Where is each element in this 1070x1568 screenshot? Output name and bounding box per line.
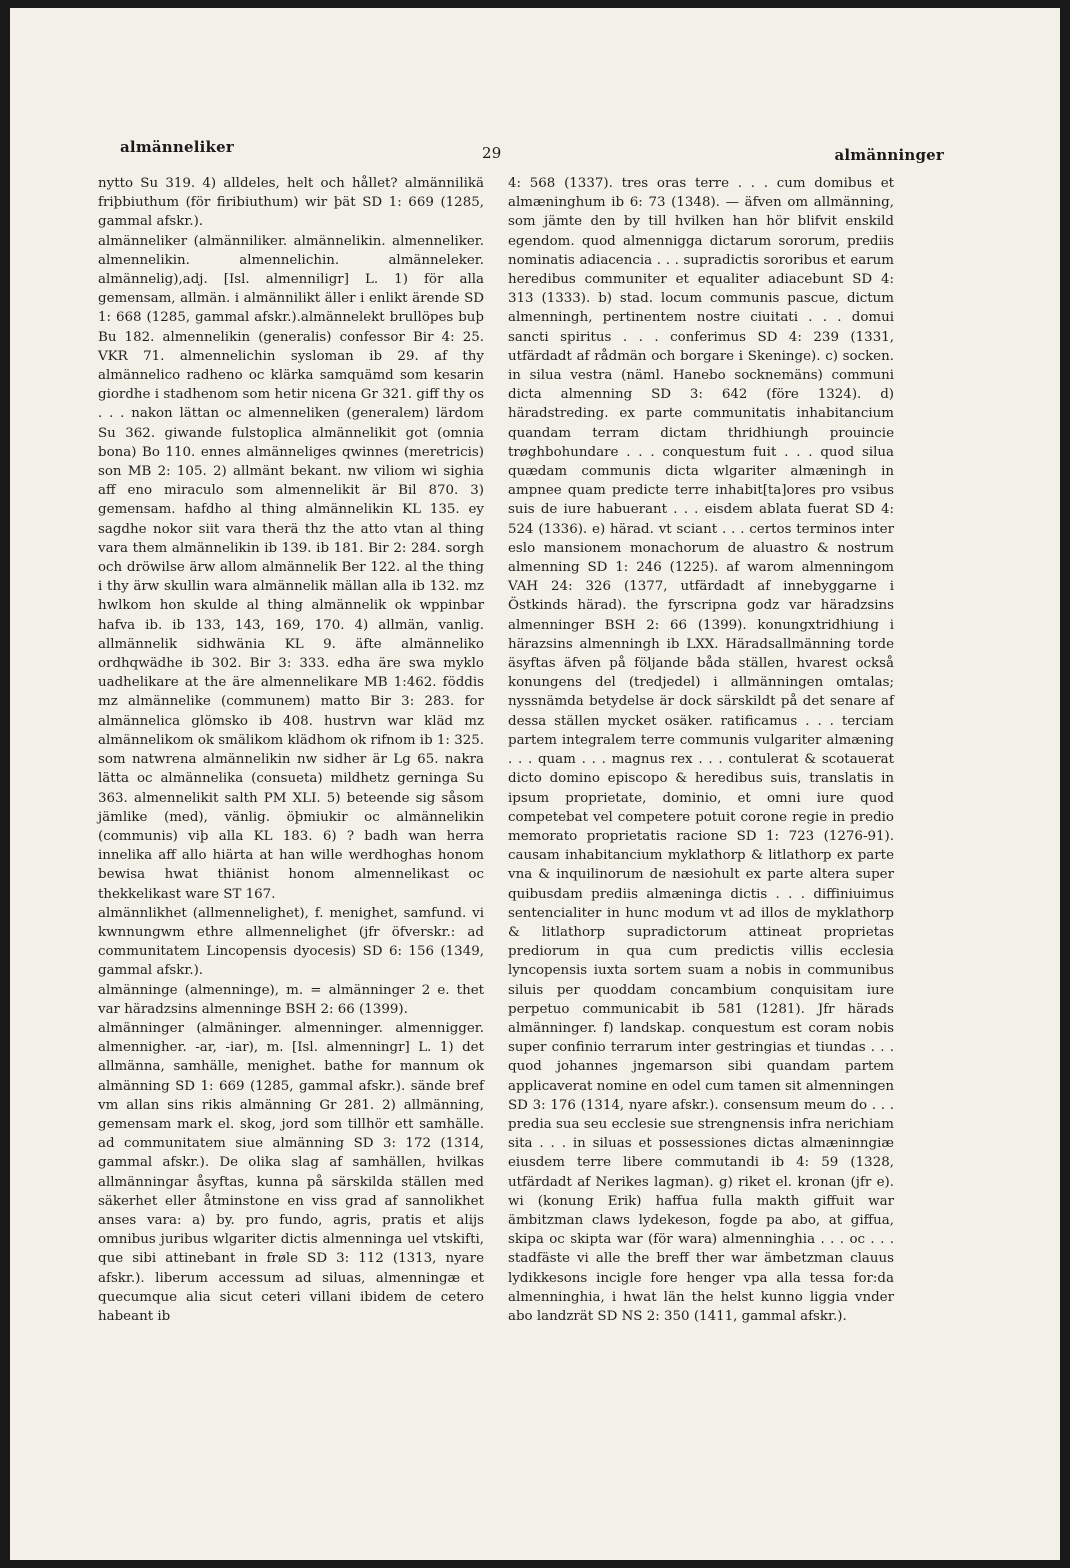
entry-almanneliker: almänneliker (almänniliker. almännelikin. almenneliker. almennelikin. almennelichin. almänneleker. almännelig),adj. [Isl. almenniligr] L. 1) för alla gemensam, allmän. i almännilikt äller i enlikt ärende SD 1: 668 (1285, gammal afskr.).almännelekt brullöpes buþ Bu 182. almennelikin (generalis) confessor Bir 4: 25. VKR 71. almennelichin sysloman ib 29. af thy almännelico radheno oc klärka samquämd som kesarin giordhe i stadhenom som hetir nicena Gr 321. giff thy os . . . nakon lättan oc almenneliken (generalem) lärdom Su 362. giwande fulstoplica almännelikit got (omnia bona) Bo 110. ennes almänneliges qwinnes (meretricis) son MB 2: 105. 2) allmänt bekant. nw viliom wi sighia aff eno miraculo som almennelikit är Bil 870. 3) gemensam. hafdho al thing almännelikin KL 135. ey sagdhe nokor siit vara therä thz the atto vtan al thing vara them almännelikin ib 139. ib 181. Bir 2: 284. sorgh och dröwilse ärw allom almännelik Ber 122. al the thing i thy ärw skullin wara almännelik mällan alla ib 132. mz hwlkom hon skulde al thing almännelik ok wppinbar hafva ib. ib 133, 143, 169, 170. 4) allmän, vanlig. allmännelik sidhwänia KL 9. äfte almänneliko ordhqwädhe ib 302. Bir 3: 333. edha äre swa myklo uadhelikare at the äre almennelikare MB 1:462. föddis mz almännelike (communem) matto Bir 3: 283. for almännelica glömsko ib 408. hustrvn war kläd mz almännelikom ok smälikom klädhom ok rifnom ib 1: 325. som natwrena almännelikin nw sidher är Lg 65. nakra lätta oc almännelika (consueta) mildhetz gerninga Su 363. almennelikit salth PM XLI. 5) beteende sig såsom jämlike (med), vänlig. öþmiukir oc almännelikin (communis) viþ alla KL 183. 6) ? badh wan herra innelika aff allo hiärta at han wille werdhoghas honom bewisa hwat thiänist honom almennelikast oc thekkelikast ware ST 167. bbox=[98, 233, 485, 902]
dictionary-page bbox=[10, 8, 1060, 1560]
header-right-word: almänninger bbox=[834, 146, 944, 164]
entry-almanninger-continued: 4: 568 (1337). tres oras terre . . . cum domibus et almæninghum ib 6: 73 (1348). — äfven om allmänning, som jämte den by till hvilken han hör blifvit enskild egendom. quod almennigga dictarum sororum, prediis nominatis adiacencia . . . supradictis sororibus et earum heredibus communiter et equaliter adiacebunt SD 4: 313 (1333). b) stad. locum communis pascue, dictum almenningh, pertinentem nostre ciuitati . . . domui sancti spiritus . . . conferimus SD 4: 239 (1331, utfärdadt af rådmän och borgare i Skeninge). c) socken. in silua vestra (näml. Hanebo socknemäns) communi dicta almenning SD 3: 642 (före 1324). d) häradstreding. ex parte communitatis inhabitancium quandam terram dictam thridhiungh prouincie trøghbohundare . . . conquestum fuit . . . quod silua quædam communis dicta wlgariter almæningh in ampnee quam predicte terre inhabit[ta]ores pro vsibus suis de iure habuerant . . . eisdem ablata fuerat SD 4: 524 (1336). e) härad. vt sciant . . . certos terminos inter eslo mansionem monachorum de aluastro & nostrum almenning SD 1: 246 (1225). af warom almenningom VAH 24: 326 (1377, utfärdadt af innebyggarne i Östkinds härad). the fyrscripna godz var häradzsins almenninger BSH 2: 66 (1399). konungxtridhiung i härazsins almenningh ib LXX. Häradsallmänning torde äsyftas äfven på följande båda ställen, hvarest också konungens del (tredjedel) i allmänningen omtalas; nyssnämda betydelse är dock särskildt på det senare af dessa ställen mycket osäker. ratificamus . . . terciam partem integralem terre communis vulgariter almæning . . . quam . . . magnus rex . . . contulerat & scotauerat dicto domino episcopo & heredibus suis, translatis in ipsum proprietate, dominio, et omni iure quod competebat vel competere potuit corone regie in predio memorato proprietatis racione SD 1: 723 (1276-91). causam inhabitancium myklathorp & litlathorp ex parte vna & inquilinorum de næsiohult ex parte altera super quibusdam prediis almæninga dictis . . . diffiniuimus sentencialiter in hunc modum vt ad illos de myklathorp & litlathorp supradictorum attineat proprietas prediorum in qua cum predictis villis ecclesia lyncopensis iuxta sortem suam a nobis in communibus siluis per quoddam concambium conquisitam iure perpetuo communicabit ib 581 (1281). Jfr härads almänninger. f) landskap. conquestum est coram nobis super confinio terrarum inter gestringias et tiundas . . . quod johannes jngemarson sibi quandam partem applicaverat nomine en odel cum tamen sit almenningen SD 3: 176 (1314, nyare afskr.). consensum meum do . . . predia sua seu ecclesie sue strengnensis infra nerichiam sita . . . in siluas et possessiones dictas almæninngiæ eiusdem terre libere commutandi ib 4: 59 (1328, utfärdadt af Nerikes lagman). g) riket el. kronan (jfr e). wi (konung Erik) haffua fulla makth giffuit war ämbitzman claws lydekeson, fogde pa abo, at giffua, skipa oc skipta war (för wara) almenninghia . . . oc . . . stadfäste vi alle the breff ther war ämbetzman clauus lydikkesons incigle fore henger vpa alla tessa for:da almenninghia, i hwat län the helst kunno liggia vnder abo landzrät SD NS 2: 350 (1411, gammal afskr.). bbox=[508, 176, 894, 1324]
left-column bbox=[98, 174, 484, 1326]
entry-almannlikhet: almännlikhet (allmennelighet), f. menighet, samfund. vi kwnnungwm ethre allmennelighet (jfr öfverskr.: ad communitatem Lincopensis dyocesis) SD 6: 156 (1349, gammal afskr.). bbox=[98, 905, 484, 979]
page-number: 29 bbox=[482, 144, 502, 162]
right-column bbox=[508, 174, 894, 1326]
entry-almanninge: almänninge (almenninge), m. = almänninger 2 e. thet var häradzsins almenninge BSH 2: 66 (1399). bbox=[98, 982, 484, 1017]
entry-continuation: nytto Su 319. 4) alldeles, helt och hållet? almännilikä friþbiuthum (för firibiuthum) wir þät SD 1: 669 (1285, gammal afskr.). bbox=[98, 176, 484, 230]
header-left-word: almänneliker bbox=[120, 138, 234, 156]
entry-almanninger: almänninger (almäninger. almenninger. almennigger. almennigher. -ar, -iar), m. [Isl. almenningr] L. 1) det allmänna, samhälle, menighet. bathe for mannum ok almänning SD 1: 669 (1285, gammal afskr.). sände bref vm allan sins rikis almänning Gr 281. 2) allmänning, gemensam mark el. skog, jord som tillhör ett samhälle. ad communitatem siue almänning SD 3: 172 (1314, gammal afskr.). De olika slag af samhällen, hvilkas allmänningar åsyftas, kunna på särskilda ställen med säkerhet eller åtminstone en viss grad af sannolikhet anses vara: a) by. pro fundo, agris, pratis et alijs omnibus juribus wlgariter dictis almenninga uel vtskifti, que sibi attinebant in frøle SD 3: 112 (1313, nyare afskr.). liberum accessum ad siluas, almenningæ et quecumque alia sicut ceteri villani ibidem de cetero habeant ib bbox=[98, 1020, 484, 1324]
